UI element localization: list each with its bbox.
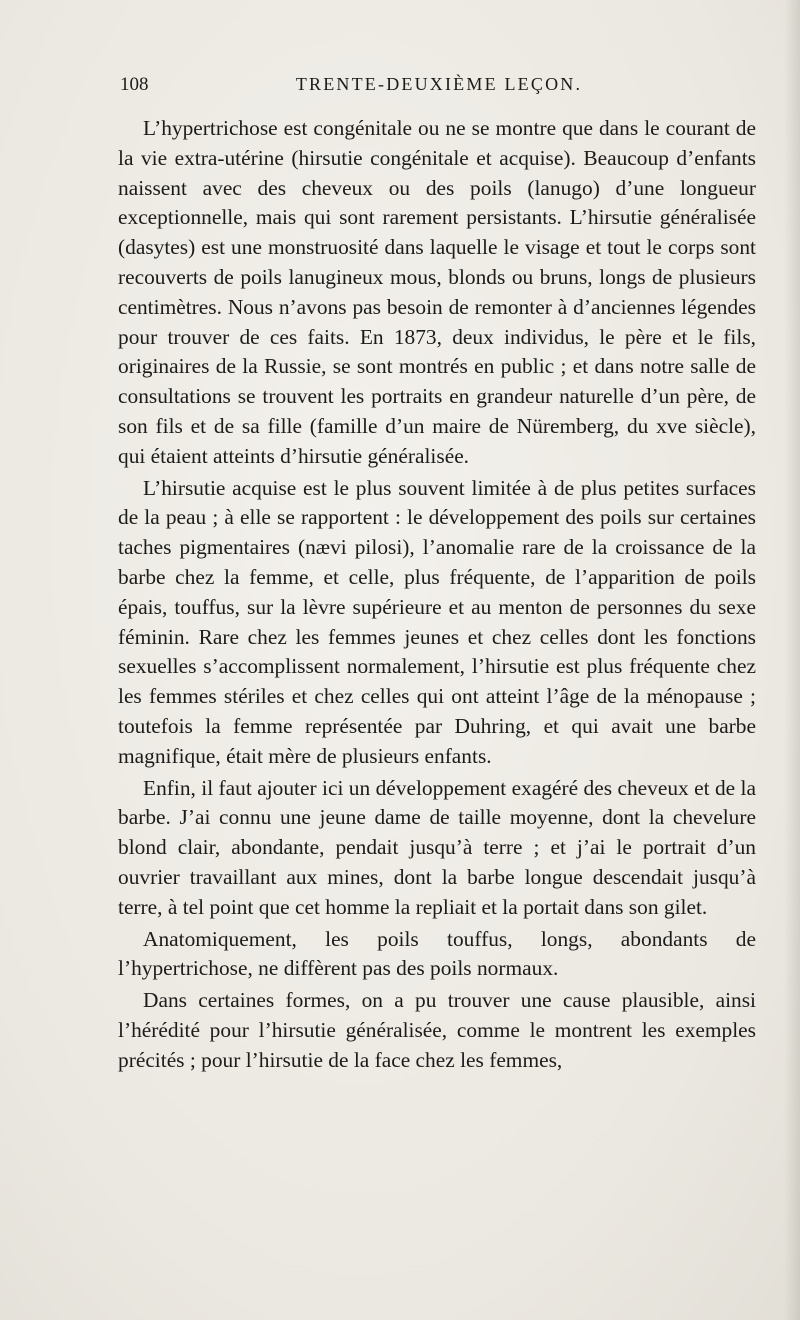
paragraph-2: L’hirsutie acquise est le plus souvent limitée à de plus petites surfaces de la peau ; à elle se rapportent : le développement des poils sur certaines taches pigmentaires (nævi pilosi), l’anomalie rare de la croissance de la barbe chez la femme, et celle, plus fréquente, de l’apparition de poils épais, touffus, sur la lèvre supérieure et au menton de personnes du sexe féminin. Rare chez les femmes jeunes et chez celles dont les fonctions sexuelles s’accomplissent normalement, l’hirsutie est plus fréquente chez les femmes stériles et chez celles qui ont atteint l’âge de la ménopause ; toutefois la femme représentée par Duhring, et qui avait une barbe magnifique, était mère de plusieurs enfants.: [118, 475, 756, 768]
paragraph-3: Enfin, il faut ajouter ici un développement exagéré des cheveux et de la barbe. J’ai connu une jeune dame de taille moyenne, dont la chevelure blond clair, abondante, pendait jusqu’à terre ; et j’ai le portrait d’un ouvrier travaillant aux mines, dont la barbe longue descendait jusqu’à terre, à tel point que cet homme la repliait et la portait dans son gilet.: [118, 775, 756, 919]
page-edge-shadow: [784, 0, 800, 1320]
paragraph-5: Dans certaines formes, on a pu trouver une cause plausible, ainsi l’hérédité pour l’hirsutie généralisée, comme le montrent les exemples précités ; pour l’hirsutie de la face chez les femmes,: [118, 988, 756, 1072]
body-text: [118, 114, 756, 1076]
page-header: [120, 74, 758, 102]
paragraph-1: L’hypertrichose est congénitale ou ne se montre que dans le courant de la vie extra-utérine (hirsutie congénitale et acquise). Beaucoup d’enfants naissent avec des cheveux ou des poils (lanugo) d’une longueur exceptionnelle, mais qui sont rarement persistants. L’hirsutie généralisée (dasytes) est une monstruosité dans laquelle le visage et tout le corps sont recouverts de poils lanugineux mous, blonds ou bruns, longs de plusieurs centimètres. Nous n’avons pas besoin de remonter à d’anciennes légendes pour trouver de ces faits. En 1873, deux individus, le père et le fils, originaires de la Russie, se sont montrés en public ; et dans notre salle de consultations se trouvent les portraits en grandeur naturelle d’un père, de son fils et de sa fille (famille d’un maire de Nüremberg, du xve siècle), qui étaient atteints d’hirsutie généralisée.: [118, 116, 756, 468]
running-head: TRENTE-DEUXIÈME LEÇON.: [295, 74, 583, 94]
paragraph-4: Anatomiquement, les poils touffus, longs, abondants de l’hypertrichose, ne diffèrent pas des poils normaux.: [118, 926, 756, 981]
page-number: 108: [120, 74, 149, 95]
